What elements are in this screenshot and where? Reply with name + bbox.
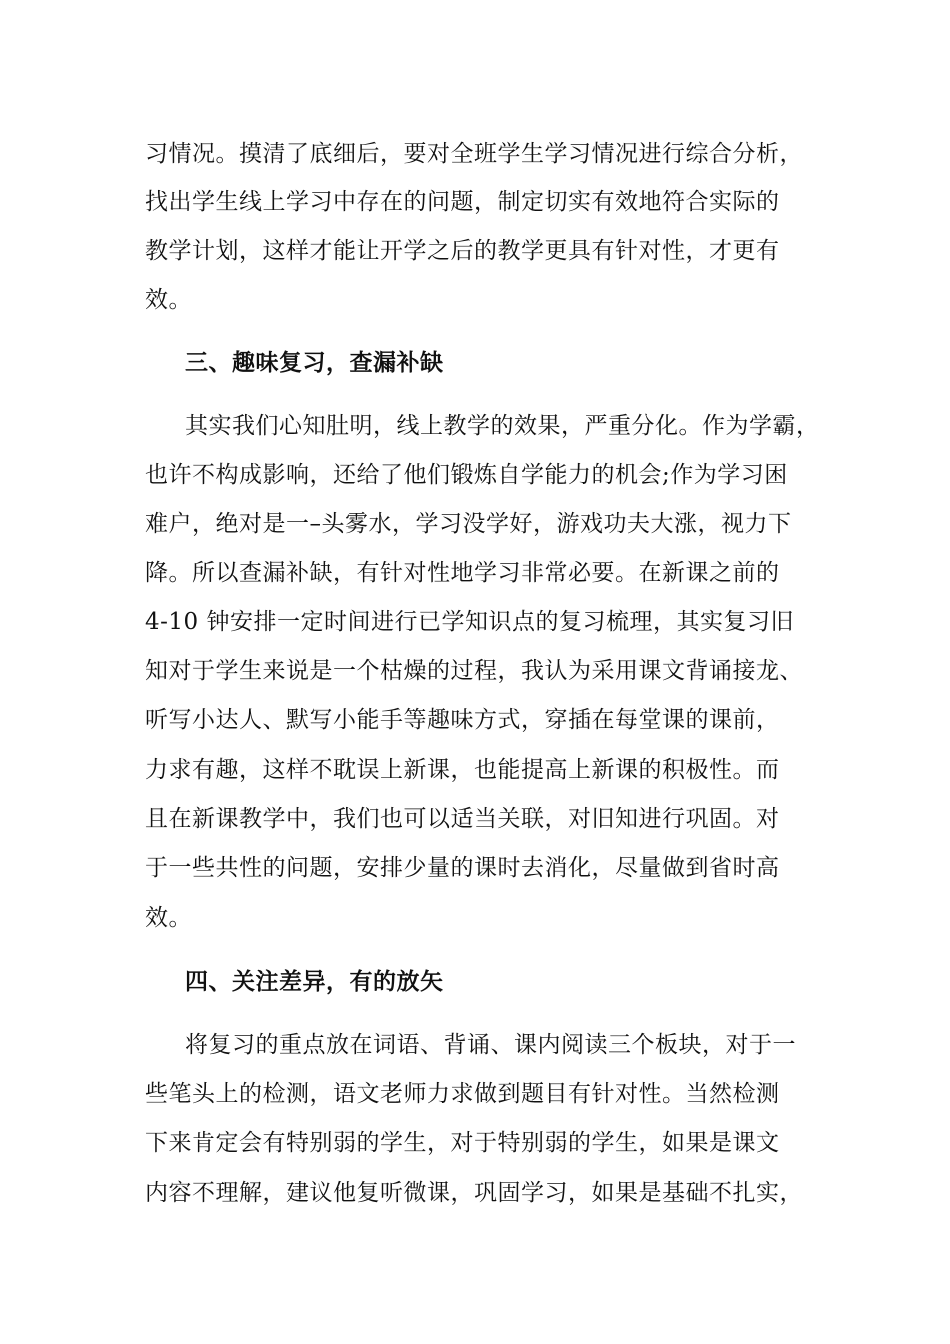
paragraph-2-line-7: 听写小达人、默写小能手等趣味方式，穿插在每堂课的课前，	[145, 707, 780, 733]
paragraph-2-line-5: 4-10 钟安排一定时间进行已学知识点的复习梳理，其实复习旧	[145, 609, 794, 635]
paragraph-2-line-2: 也许不构成影响，还给了他们锻炼自学能力的机会;作为学习困	[145, 462, 788, 488]
paragraph-2-line-9: 且在新课教学中，我们也可以适当关联，对旧知进行巩固。对	[145, 806, 780, 832]
section-heading-4: 四、关注差异，有的放矢	[185, 968, 444, 995]
paragraph-1-line-1: 习情况。摸清了底细后，要对全班学生学习情况进行综合分析，	[145, 141, 803, 167]
paragraph-2-line-11: 效。	[145, 905, 192, 931]
paragraph-2-line-3: 难户，绝对是一–头雾水，学习没学好，游戏功夫大涨，视力下	[145, 511, 792, 537]
paragraph-1-line-2: 找出学生线上学习中存在的问题，制定切实有效地符合实际的	[145, 189, 780, 215]
section-heading-3: 三、趣味复习，查漏补缺	[185, 349, 444, 376]
paragraph-2-line-6: 知对于学生来说是一个枯燥的过程，我认为采用课文背诵接龙、	[145, 658, 803, 684]
paragraph-3-line-2: 些笔头上的检测，语文老师力求做到题目有针对性。当然检测	[145, 1081, 780, 1107]
paragraph-2-line-8: 力求有趣，这样不耽误上新课，也能提高上新课的积极性。而	[145, 757, 780, 783]
paragraph-1-line-4: 效。	[145, 287, 192, 313]
paragraph-1-line-3: 教学计划，这样才能让开学之后的教学更具有针对性，才更有	[145, 238, 780, 264]
paragraph-2-line-4: 降。所以查漏补缺，有针对性地学习非常必要。在新课之前的	[145, 560, 780, 586]
paragraph-3-line-1: 将复习的重点放在词语、背诵、课内阅读三个板块，对于一	[185, 1032, 796, 1058]
paragraph-3-line-4: 内容不理解，建议他复听微课，巩固学习，如果是基础不扎实，	[145, 1180, 803, 1206]
paragraph-2-line-10: 于一些共性的问题，安排少量的课时去消化，尽量做到省时高	[145, 855, 780, 881]
paragraph-3-line-3: 下来肯定会有特别弱的学生，对于特别弱的学生，如果是课文	[145, 1130, 780, 1156]
paragraph-2-line-1: 其实我们心知肚明，线上教学的效果，严重分化。作为学霸，	[185, 413, 820, 439]
